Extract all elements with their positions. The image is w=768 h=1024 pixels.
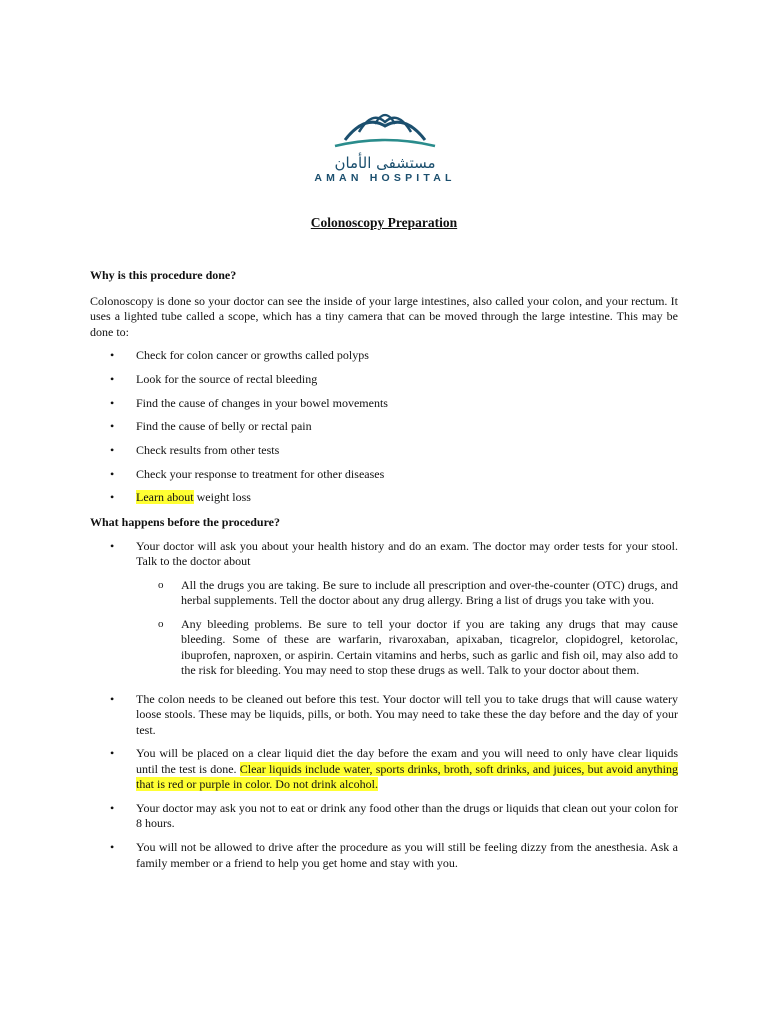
highlighted-text: Clear liquids include water, sports drinks, broth, soft drinks, and juices, but avoid anything that is red or purple in color. Do not drink alcohol. — [136, 761, 679, 792]
list-item: • Look for the source of rectal bleeding — [90, 372, 678, 388]
hospital-logo — [290, 108, 480, 188]
before-procedure-list — [90, 539, 678, 872]
highlighted-text: Learn about — [136, 490, 194, 505]
list-item: • You will be placed on a clear liquid diet the day before the exam and you will need to only have clear liquids until the test is done. Clear liquids include water, sports drinks, broth, soft drinks, and juices, but avoid anything that is red or purple in color. Do not drink alcohol. — [90, 746, 678, 793]
logo-arabic-text: مستشفى الأمان — [334, 154, 436, 172]
list-item: • Check results from other tests — [90, 443, 678, 459]
list-item: • Your doctor may ask you not to eat or drink any food other than the drugs or liquids that clean out your colon for 8 hours. — [90, 801, 678, 832]
list-item: • Check your response to treatment for other diseases — [90, 467, 678, 483]
sub-list-item: o All the drugs you are taking. Be sure to include all prescription and over-the-counter (OTC) drugs, and herbal supplements. Tell the doctor about any drug allergy. Bring a list of drugs you take with you. — [136, 578, 678, 609]
list-item: • Learn about weight loss — [90, 490, 678, 506]
document-body — [90, 268, 678, 871]
section-heading-before: What happens before the procedure? — [90, 514, 281, 529]
list-item: • Find the cause of belly or rectal pain — [90, 419, 678, 435]
logo-english-text: AMAN HOSPITAL — [314, 172, 456, 184]
lotus-logo-icon — [325, 108, 445, 152]
sub-list-item: o Any bleeding problems. Be sure to tell your doctor if you are taking any drugs that may cause bleeding. Some of these are warfarin, rivaroxaban, apixaban, ticagrelor, clopidogrel, ketorolac, ibuprofen, naproxen, or aspirin. Certain vitamins and herbs, such as garlic and fish oil, may also add to the risk for bleeding. You may need to stop these drugs as well. Talk to your doctor about them. — [136, 617, 678, 679]
list-item: • Check for colon cancer or growths called polyps — [90, 348, 678, 364]
intro-paragraph: Colonoscopy is done so your doctor can see the inside of your large intestines, also called your colon, and your rectum. It uses a lighted tube called a scope, which has a tiny camera that can be moved through the large intestine. This may be done to: — [90, 293, 678, 339]
sub-list — [136, 578, 678, 679]
list-item: • The colon needs to be cleaned out before this test. Your doctor will tell you to take drugs that will cause watery loose stools. These may be liquids, pills, or both. You may need to take these the day before and the day of your test. — [90, 692, 678, 739]
list-item: • You will not be allowed to drive after the procedure as you will still be feeling dizzy from the anesthesia. Ask a family member or a friend to help you get home and stay with you. — [90, 840, 678, 871]
list-item: • Find the cause of changes in your bowel movements — [90, 396, 678, 412]
page-title: Colonoscopy Preparation — [310, 215, 458, 230]
reasons-list — [90, 348, 678, 506]
section-heading-why: Why is this procedure done? — [90, 268, 237, 282]
list-item: • Your doctor will ask you about your health history and do an exam. The doctor may order tests for your stool. Talk to the doctor about o All the drugs you are taking. Be sure to include all prescription and over-the-counter (OTC) drugs, and herbal supplements. Tell the doctor about any drug allergy. Bring a list of drugs you take with you. o Any bleeding problems. Be sure to tell your doctor if you are taking any drugs that may cause bleeding. Some of these are warfarin, rivaroxaban, apixaban, ticagrelor, clopidogrel, ketorolac, ibuprofen, naproxen, or aspirin. Certain vitamins and herbs, such as garlic and fish oil, may also add to the risk for bleeding. You may need to stop these drugs as well. Talk to your doctor about them. — [90, 539, 678, 679]
